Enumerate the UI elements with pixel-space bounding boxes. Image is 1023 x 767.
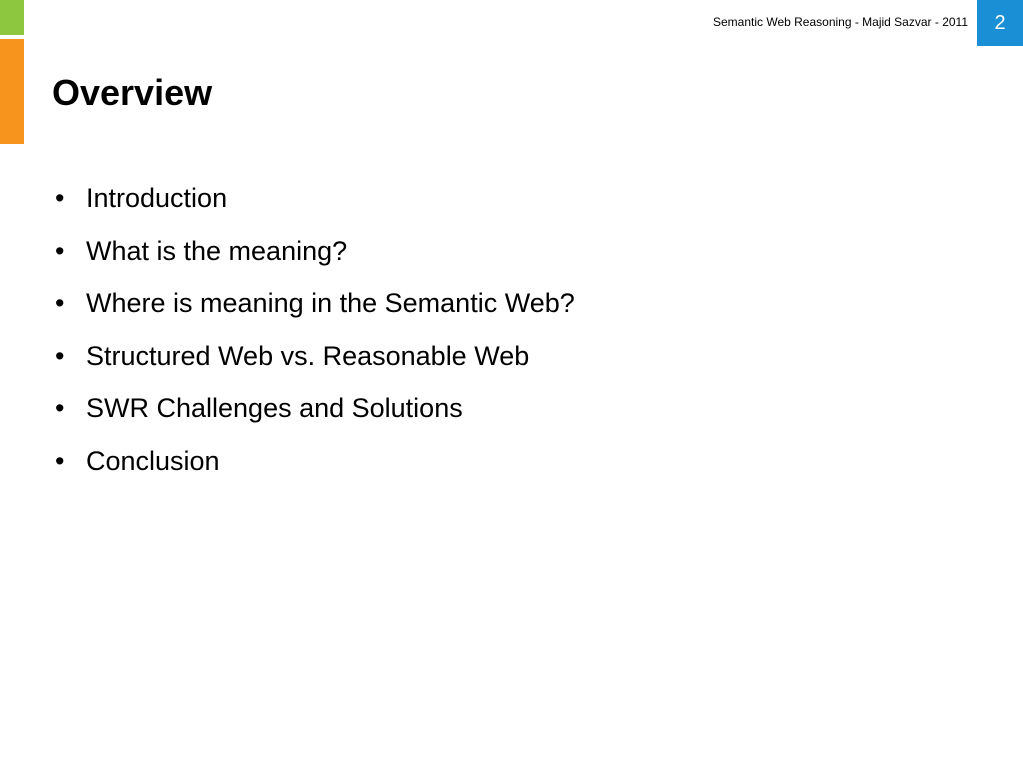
bullet-text: Conclusion: [86, 445, 220, 476]
bullet-item-swr-challenges: [52, 388, 575, 441]
bullet-text: Structured Web vs. Reasonable Web: [86, 340, 530, 371]
bullet-item-structured-web: [52, 336, 575, 389]
bullet-dot-icon: •: [55, 393, 65, 424]
bullet-item-introduction: [52, 178, 575, 231]
bullet-dot-icon: •: [55, 340, 65, 371]
bullet-text: What is the meaning?: [86, 235, 348, 266]
bullet-item-semantic-web: [52, 283, 575, 336]
page-number-badge: 2: [977, 0, 1023, 46]
slide-title: Overview: [52, 72, 213, 113]
slide-header: Semantic Web Reasoning - Majid Sazvar - 2011: [712, 15, 968, 29]
bullet-text: Where is meaning in the Semantic Web?: [86, 288, 575, 319]
bullet-text: Introduction: [86, 183, 228, 213]
bullet-dot-icon: •: [55, 183, 65, 213]
bullet-dot-icon: •: [55, 288, 65, 319]
bullet-item-conclusion: [52, 441, 575, 494]
orange-accent-bar: [0, 39, 24, 144]
bullet-dot-icon: •: [55, 445, 65, 476]
bullet-dot-icon: •: [55, 235, 65, 266]
bullet-list: [52, 178, 575, 494]
bullet-text: SWR Challenges and Solutions: [86, 393, 463, 424]
bullet-item-meaning: [52, 231, 575, 284]
green-accent-bar: [0, 0, 24, 35]
